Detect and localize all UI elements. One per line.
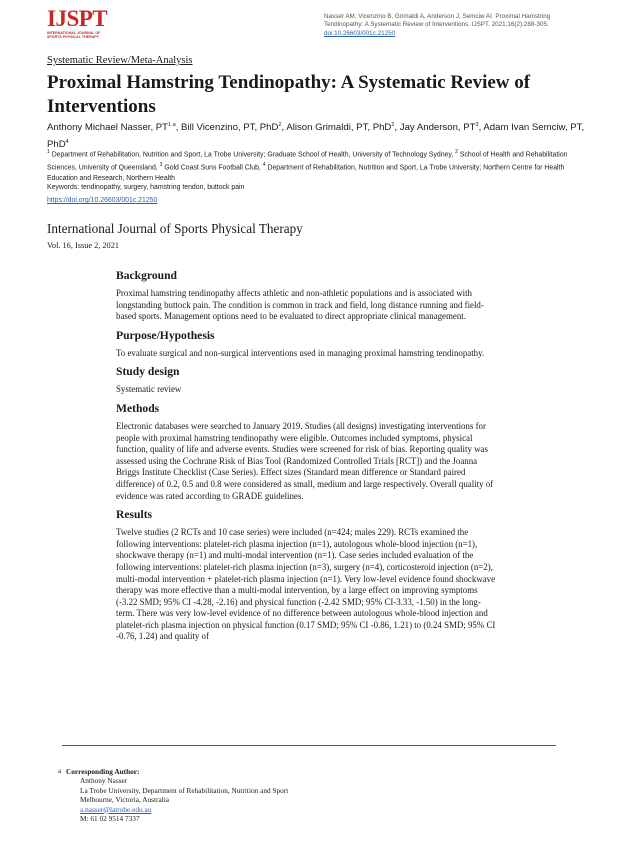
author-sup: 2 (391, 122, 395, 128)
corresponding-label: Corresponding Author: (66, 767, 140, 776)
author-name: Anthony Michael Nasser, PT (47, 122, 169, 134)
footnote-marker: a (58, 767, 62, 775)
author-name: Adam Ivan Semciw, PT, PhD (47, 122, 585, 151)
author-name: Alison Grimaldi, PT, PhD (286, 122, 392, 134)
article-title: Proximal Hamstring Tendinopathy: A Systematic Review of Interventions (47, 72, 531, 117)
citation-text: Nasser AM, Vicenzino B, Grimaldi A, Anderson J, Semciw AI. Proximal Hamstring Tendinopathy: A Systematic Review of Interventions. IJSPT. 2021;16(2):288-305. (324, 13, 551, 29)
corresponding-name: Anthony Nasser (80, 776, 128, 786)
header-doi-link[interactable]: doi:10.26603/001c.21250 (324, 29, 396, 37)
article-type: Systematic Review/Meta-Analysis (47, 55, 193, 66)
section-text-purpose: To evaluate surgical and non-surgical interventions used in managing proximal hamstring tendinopathy. (116, 347, 485, 358)
section-heading-methods: Methods (116, 401, 160, 415)
abstract (116, 269, 498, 649)
volume-issue: Vol. 16, Issue 2, 2021 (47, 241, 119, 250)
affiliation-sup: 1 (47, 149, 50, 155)
affiliation-sup: 3 (159, 162, 163, 169)
logo-mark: IJSPT (47, 6, 108, 31)
author-name: Bill Vicenzino, PT, PhD (181, 122, 279, 134)
section-text-background: Proximal hamstring tendinopathy affects athletic and non-athletic populations and is associated with longstanding buttock pain. The condition is common in track and field, long distance running and field-based sports. Management options need to be evaluated to direct appropriate clinical management. (116, 288, 484, 322)
journal-name: International Journal of Sports Physical Therapy (47, 221, 303, 236)
journal-logo (47, 8, 109, 39)
author-sup: 1 a (168, 122, 176, 128)
logo-tagline: INTERNATIONAL JOURNAL OF SPORTS PHYSICAL THERAPY (47, 31, 101, 39)
section-text-methods: Electronic databases were searched to January 2019. Studies (all designs) investigating interventions for people with proximal hamstring tendinopathy were eligible. Outcomes included symptoms, physical function, quality of life and adverse events. Studies were screened for risk of bias. Reporting quality was assessed using the Cochrane Risk of Bias Tool (Randomized Controlled Trials [RCT]) and the Joanna Briggs Institute Checklist (Case Series). Effect sizes (Standard mean difference or Standard paired difference) of 0.2, 0.5 and 0.8 were considered as small, medium and large respectively. Overall quality of evidence was rated according to GRADE guidelines. (116, 420, 494, 501)
header-citation (324, 13, 584, 38)
section-text-study-design: Systematic review (116, 384, 182, 395)
section-heading-results: Results (116, 508, 153, 522)
keywords: Keywords: tendinopathy, surgery, hamstring tendon, buttock pain (47, 184, 245, 191)
author-sup: 2 (278, 122, 282, 128)
author-name: Jay Anderson, PT (399, 122, 476, 134)
author-list: Anthony Michael Nasser, $PT^{1 a}$, Bill Vicenzino, PT, PhD$^2$, Alison Grimaldi, PT, PhD$^2$, Jay Anderson, $PT^3$, Adam Ivan Semciw, PT, PhD$^4$ (47, 122, 585, 151)
corresponding-author (58, 767, 446, 824)
affiliation-text: School of Health and Rehabilitation Sciences, University of Queensland, (47, 151, 568, 172)
section-text-results: Twelve studies (2 RCTs and 10 case series) were included (n=424; males 229). RCTs examined the following interventions: platelet-rich plasma injection (n=1), autologous whole-blood injection (n=1), shockwave therapy (n=1) and multi-modal intervention (n=1). Case series included evaluation of the following interventions: platelet-rich plasma injection (n=3), surgery (n=4), corticosteroid injection (n=2), multi-modal intervention + platelet-rich plasma injection (n=1). Very low-level evidence found shockwave therapy was more effective than a multi-modal intervention, by a large effect on improving symptoms (-3.22 SMD; 95% CI -4.28, -2.16) and physical function (-2.42 SMD; 95% CI-3.33, -1.50) in the long-term. There was very low-level evidence of no difference between autologous whole-blood injection and platelet-rich plasma injection on physical function (0.17 SMD; 95% CI -0.86, 1.21) to (0.24 SMD; 95% CI -0.76, 1.24) and quality of (116, 527, 496, 642)
section-heading-background: Background (116, 269, 177, 282)
affiliations (47, 147, 592, 184)
affiliation-text: Department of Rehabilitation, Nutrition and Sport, La Trobe University; Graduate School of Health, University of Technology Sydney, (51, 151, 454, 159)
author-sup: 4 (65, 139, 69, 146)
author-sup: 3 (475, 122, 479, 128)
doi-link[interactable]: https://doi.org/10.26603/001c.21250 (47, 197, 158, 204)
corresponding-phone: M: 61 02 9514 7337 (80, 814, 140, 824)
affiliation-sup: 4 (262, 162, 266, 169)
affiliation-sup: 2 (455, 149, 458, 155)
footer-divider (62, 745, 556, 746)
corresponding-dept: La Trobe University, Department of Rehabilitation, Nutrition and Sport (80, 785, 289, 795)
section-heading-study-design: Study design (116, 365, 180, 379)
section-heading-purpose: Purpose/Hypothesis (116, 328, 215, 342)
corresponding-email[interactable]: a.nasser@latrobe.edu.au (80, 804, 152, 814)
affiliation-text: Gold Coast Suns Football Club, (164, 164, 261, 172)
corresponding-city: Melbourne, Victoria, Australia (80, 795, 169, 805)
affiliation-text: Department of Rehabilitation, Nutrition and Sport, La Trobe University; Northern Centre for Health Education and Research, Northern Health (47, 164, 565, 182)
